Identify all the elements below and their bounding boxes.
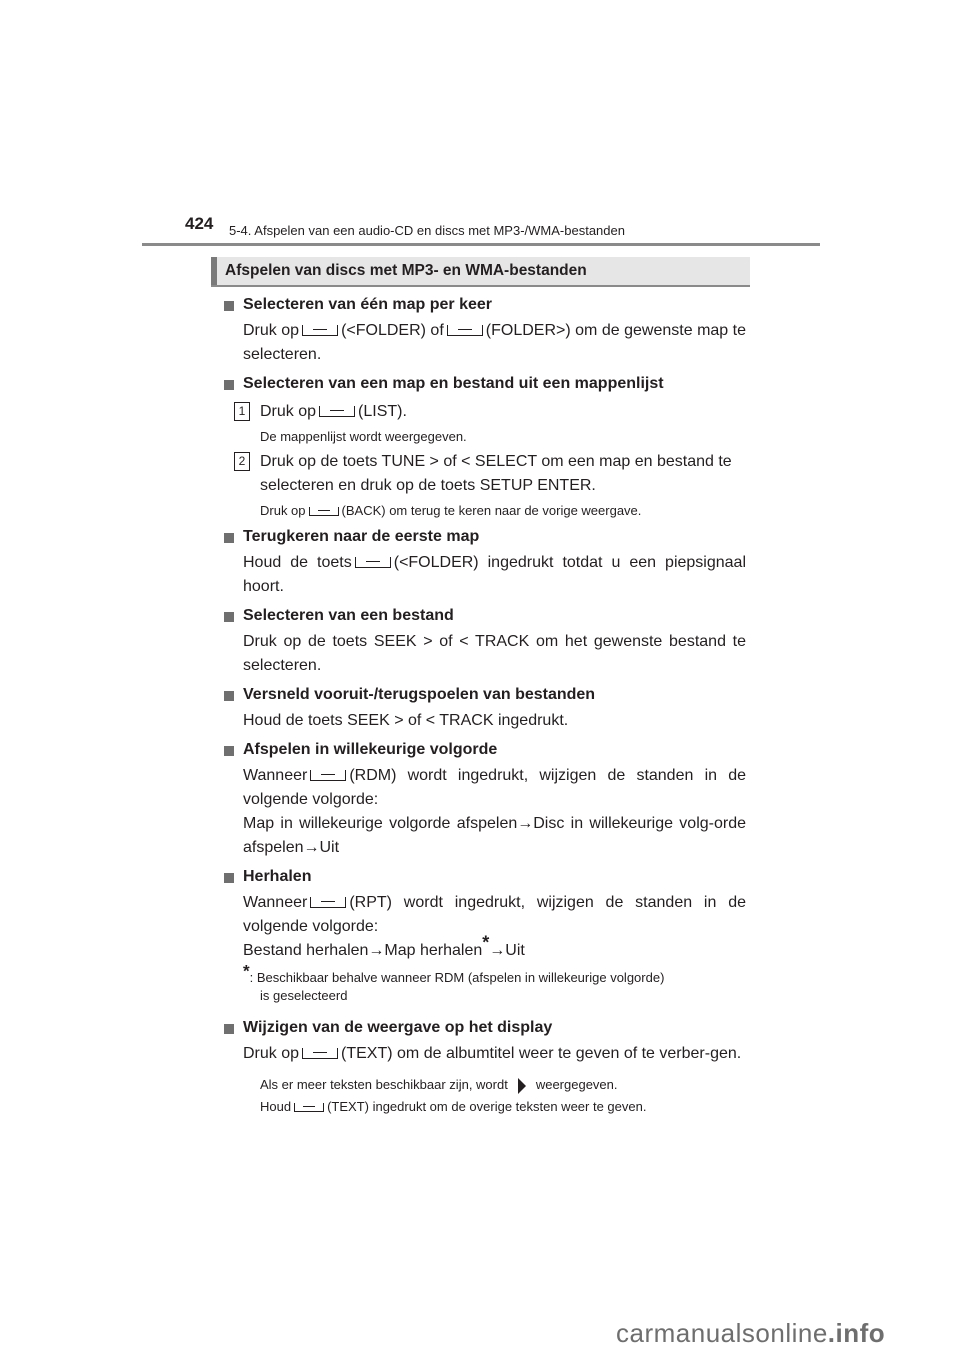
button-icon bbox=[302, 325, 338, 336]
button-icon bbox=[310, 770, 346, 781]
paragraph-first-folder: Houd de toets (<FOLDER) ingedrukt totdat u een piepsignaal hoort. bbox=[243, 554, 747, 595]
manual-content bbox=[222, 288, 746, 1116]
section-heading bbox=[211, 257, 750, 287]
button-icon bbox=[309, 507, 339, 516]
heading-fast-forward: Versneld vooruit-/terugspoelen van bestanden bbox=[222, 683, 746, 707]
bullet-square-icon bbox=[224, 612, 234, 622]
paragraph-select-one-folder: Druk op (<FOLDER) of (FOLDER>) om de gewenste map te selecteren. bbox=[243, 322, 747, 363]
bullet-square-icon bbox=[224, 380, 234, 390]
button-icon bbox=[294, 1103, 324, 1112]
footnote: *: Beschikbaar behalve wanneer RDM (afspelen in willekeurige volgorde) is geselecteerd bbox=[243, 961, 665, 1003]
bullet-square-icon bbox=[224, 873, 234, 883]
heading-first-folder: Terugkeren naar de eerste map bbox=[222, 525, 746, 549]
heading-folder-list: Selecteren van een map en bestand uit een mappenlijst bbox=[222, 372, 746, 396]
header-divider bbox=[142, 243, 820, 246]
bullet-square-icon bbox=[224, 746, 234, 756]
section-title: Afspelen van discs met MP3- en WMA-bestanden bbox=[225, 262, 587, 279]
paragraph-display: Druk op (TEXT) om de albumtitel weer te geven of te verber-gen. bbox=[243, 1045, 742, 1062]
button-icon bbox=[310, 897, 346, 908]
heading-repeat: Herhalen bbox=[222, 865, 746, 889]
paragraph-fast-forward: Houd de toets SEEK > of < TRACK ingedrukt. bbox=[243, 712, 569, 729]
paragraph-repeat: Wanneer (RPT) wordt ingedrukt, wijzigen de standen in de volgende volgorde: Bestand herhalen→Map herhalen*→Uit bbox=[243, 894, 746, 959]
watermark: carmanualsonline.info bbox=[616, 1318, 886, 1348]
step-2: 2 Druk op de toets TUNE > of < SELECT om een map en bestand te selecteren en druk op de toets SETUP ENTER. bbox=[222, 450, 746, 498]
step-number-1: 1 bbox=[234, 402, 250, 421]
arrow-right-icon bbox=[518, 1078, 526, 1094]
step-number-2: 2 bbox=[234, 452, 250, 471]
button-icon bbox=[447, 325, 483, 336]
note-back: Druk op (BACK) om terug te keren naar de vorige weergave. bbox=[260, 503, 642, 518]
bullet-square-icon bbox=[224, 1024, 234, 1034]
page-header bbox=[142, 214, 820, 254]
button-icon bbox=[319, 406, 355, 417]
heading-select-file: Selecteren van een bestand bbox=[222, 604, 746, 628]
button-icon bbox=[302, 1048, 338, 1059]
paragraph-select-file: Druk op de toets SEEK > of < TRACK om het gewenste bestand te selecteren. bbox=[243, 633, 746, 674]
heading-random: Afspelen in willekeurige volgorde bbox=[222, 738, 746, 762]
section-bar bbox=[211, 257, 217, 285]
page-number: 424 bbox=[185, 214, 214, 233]
button-icon bbox=[355, 557, 391, 568]
paragraph-random: Wanneer (RDM) wordt ingedrukt, wijzigen de standen in de volgende volgorde: Map in willekeurige volgorde afspelen→Disc in willekeurige volg-orde afspelen→Uit bbox=[243, 767, 746, 856]
step-1: 1 Druk op (LIST). bbox=[222, 400, 746, 424]
chapter-title: 5-4. Afspelen van een audio-CD en discs met MP3-/WMA-bestanden bbox=[229, 223, 625, 238]
heading-select-one-folder: Selecteren van één map per keer bbox=[222, 293, 746, 317]
note-folder-list: De mappenlijst wordt weergegeven. bbox=[260, 429, 467, 444]
bullet-square-icon bbox=[224, 301, 234, 311]
note-hold-text: Houd (TEXT) ingedrukt om de overige teksten weer te geven. bbox=[260, 1099, 647, 1114]
note-more-text: Als er meer teksten beschikbaar zijn, wordt weergegeven. bbox=[260, 1077, 618, 1092]
bullet-square-icon bbox=[224, 533, 234, 543]
heading-display: Wijzigen van de weergave op het display bbox=[222, 1016, 746, 1040]
bullet-square-icon bbox=[224, 691, 234, 701]
